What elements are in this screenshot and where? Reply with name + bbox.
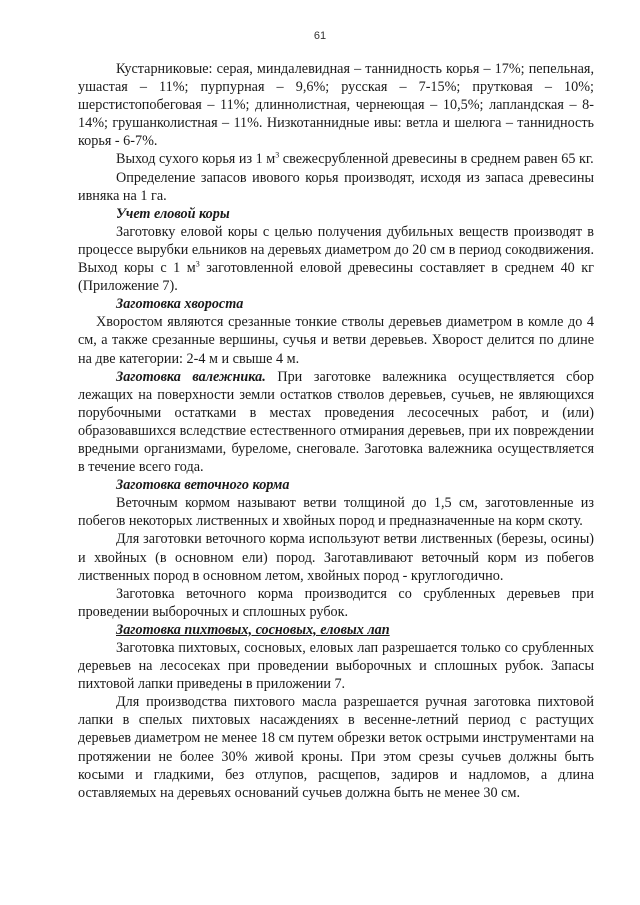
paragraph-brushwood: Хворостом являются срезанные тонкие стволы деревьев диаметром в комле до 4 см, а также срезанные вершины, сучья и ветви деревьев. Хворост делится по длине на две категории: 2-4 м и свыше 4 м.: [78, 314, 594, 367]
spruce-bark-text-start: Заготовку еловой коры с целью получения дубильных веществ производят в процессе вырубки ельников на деревьях диаметром до 20 см в период сокодвижения. Выход коры с 1 м: [78, 223, 594, 277]
paragraph-deadwood: [78, 368, 594, 477]
bark-yield-text-start: Выход сухого корья из 1 м: [116, 151, 276, 168]
heading-branch-fodder: Заготовка веточного корма: [116, 477, 290, 494]
heading-brushwood: Заготовка хвороста: [116, 296, 244, 313]
deadwood-text: При заготовке валежника осуществляется сбор лежащих на поверхности земли остатков стволов деревьев, сучьев, не являющихся порубочными остатками в местах проведения лесосечных работ, и (или) образовавшихся вследствие естественного отмирания деревьев, при их повреждении вредными организмами, буреломе, снеговале. Заготовка валежника осуществляется в течение всего года.: [78, 368, 594, 476]
cubic-superscript: 3: [275, 150, 280, 160]
heading-spruce-bark: Учет еловой коры: [116, 205, 230, 222]
paragraph-branch-fodder-felling: Заготовка веточного корма производится со срубленных деревьев при проведении выборочных и сплошных рубок.: [78, 585, 594, 620]
heading-conifer-branches: Заготовка пихтовых, сосновых, еловых лап: [116, 621, 390, 638]
paragraph-branch-fodder-definition: Веточным кормом называют ветви толщиной до 1,5 см, заготовленные из побегов некоторых лиственных и хвойных пород и предназначенные на корм скоту.: [78, 495, 594, 530]
page-number: 61: [313, 30, 327, 42]
paragraph-bark-reserves: Определение запасов ивового корья производят, исходя из запаса древесины ивняка на 1 га.: [78, 169, 594, 204]
paragraph-spruce-bark: [78, 223, 594, 295]
paragraph-conifer-branches: Заготовка пихтовых, сосновых, еловых лап разрешается только со срубленных деревьев на лесосеках при проведении выборочных и сплошных рубок. Запасы пихтовой лапки приведены в приложении 7.: [78, 640, 594, 693]
paragraph-bark-yield: [78, 150, 594, 168]
paragraph-fir-oil: Для производства пихтового масла разрешается ручная заготовка пихтовой лапки в спелых пихтовых насаждениях в весенне-летний период с растущих деревьев диаметром не менее 18 см путем обрезки веток острыми инструментами на протяжении не более 30% живой кроны. При этом срезы сучьев должны быть косыми и гладкими, без отлупов, расщепов, задиров и надломов, а длина оставляемых на деревьях оснований сучьев должна быть не менее 30 см.: [78, 694, 594, 801]
heading-deadwood: Заготовка валежника.: [116, 368, 266, 385]
cubic-superscript: 3: [195, 259, 200, 269]
paragraph-shrub-willows: Кустарниковые: серая, миндалевидная – таннидность корья – 17%; пепельная, ушастая – 11%; пурпурная – 9,6%; русская – 7-15%; прутковая – 10%; шерстистопобеговая – 11%; длиннолистная, чернеющая – 10,5%; лапландская – 8-14%; грушанколистная – 11%. Низкотаннидные ивы: ветла и шелюга – таннидность корья - 6-7%.: [78, 61, 594, 150]
page-content: [78, 60, 594, 802]
spruce-bark-text-end: заготовленной еловой древесины составляет в среднем 40 кг (Приложение 7).: [78, 260, 594, 295]
bark-yield-text-end: свежесрубленной древесины в среднем равен 65 кг.: [279, 151, 594, 168]
paragraph-branch-fodder-species: Для заготовки веточного корма используют ветви лиственных (березы, осины) и хвойных (в основном ели) пород. Заготавливают веточный корм из побегов лиственных пород в основном летом, хвойных пород - круглогодично.: [78, 531, 594, 584]
